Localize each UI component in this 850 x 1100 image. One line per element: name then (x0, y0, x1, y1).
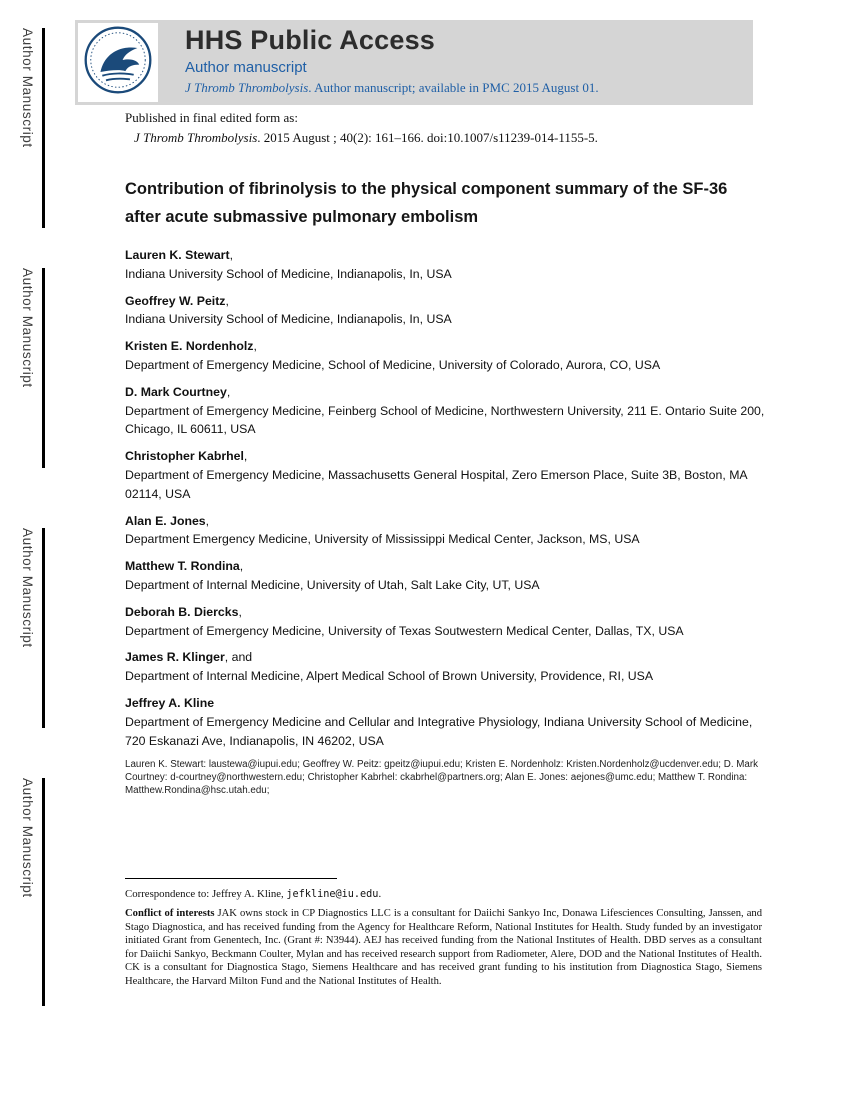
author-entry (125, 648, 765, 686)
author-entry (125, 694, 765, 750)
author-affiliation: Department of Emergency Medicine, Massachusetts General Hospital, Zero Emerson Place, Suite 3B, Boston, MA 02114, USA (125, 467, 747, 501)
hhs-subtitle: Author manuscript (185, 59, 307, 76)
author-affiliation: Department of Emergency Medicine, University of Texas Soutwestern Medical Center, Dallas, TX, USA (125, 623, 684, 638)
article-title: Contribution of fibrinolysis to the physical component summary of the SF-36 after acute submassive pulmonary embolism (125, 180, 728, 226)
watermark-bar (42, 528, 45, 728)
correspondence-line: Correspondence to: Jeffrey A. Kline, jefkline@iu.edu. (125, 888, 382, 900)
correspondence-email: jefkline@iu.edu (286, 889, 379, 900)
author-entry (125, 447, 765, 503)
author-entry (125, 337, 765, 375)
header-text (161, 20, 599, 105)
author-affiliation: Department of Emergency Medicine and Cellular and Integrative Physiology, Indiana University School of Medicine, 720 Eskanazi Ave, Indianapolis, IN 46202, USA (125, 714, 753, 748)
footnote-divider (125, 878, 337, 879)
citation-block (125, 108, 598, 148)
author-affiliation: Department of Internal Medicine, Alpert Medical School of Brown University, Providence, RI, USA (125, 669, 654, 684)
author-name: Geoffrey W. Peitz, (125, 293, 229, 308)
watermark-label: Author Manuscript (20, 778, 35, 898)
author-affiliation: Department of Emergency Medicine, Feinberg School of Medicine, Northwestern University, 211 E. Ontario Suite 200, Chicago, IL 60611, USA (125, 403, 765, 437)
citation-rest: . 2015 August ; 40(2): 161–166. doi:10.1007/s11239-014-1155-5. (257, 130, 598, 145)
author-name: D. Mark Courtney, (125, 384, 231, 399)
conflict-label: Conflict of interests (125, 908, 215, 919)
author-affiliation: Indiana University School of Medicine, Indianapolis, In, USA (125, 312, 452, 327)
author-emails: Lauren K. Stewart: laustewa@iupui.edu; Geoffrey W. Peitz: gpeitz@iupui.edu; Kristen E. Nordenholz: Kristen.Nordenholz@ucdenver.edu; D. Mark Courtney: d-courtney@northwestern.edu; Christopher Kabrhel: ckabrhel@partners.org; Alan E. Jones: aejones@umc.edu; Matthew T. Rondina: Matthew.Rondina@hsc.utah.edu; (125, 759, 759, 797)
watermark-label: Author Manuscript (20, 528, 35, 648)
watermark-label: Author Manuscript (20, 28, 35, 148)
author-name: Lauren K. Stewart, (125, 248, 233, 262)
author-affiliation: Indiana University School of Medicine, Indianapolis, In, USA (125, 266, 452, 281)
author-affiliation: Department of Internal Medicine, University of Utah, Salt Lake City, UT, USA (125, 577, 540, 592)
citation-prefix: Published in final edited form as: (125, 110, 298, 125)
sidebar-watermark (20, 778, 45, 1006)
author-entry (125, 512, 765, 550)
author-entry (125, 603, 765, 641)
header-journal-line (185, 80, 599, 96)
watermark-label: Author Manuscript (20, 268, 35, 388)
sidebar-watermark (20, 268, 45, 468)
author-name: Alan E. Jones, (125, 513, 210, 528)
author-name: Deborah B. Diercks, (125, 604, 242, 619)
sidebar-watermark (20, 528, 45, 728)
watermark-bar (42, 268, 45, 468)
conflict-of-interest: Conflict of interests JAK owns stock in CP Diagnostics LLC is a consultant for Daiichi Sankyo Inc, Donawa Lifesciences Consulting, Janssen, and Stago Diagnostica, and has received funding from the Agency for Healthcare Reform, National Institutes for Health. Study funded by an investigator initiated Grant from Genentech, Inc. (Grant #: N3944). AEJ has received funding from the National Institutes of Health. DBD serves as a consultant for Daiichi Sankyo, Beckmann Coulter, Mylan and has received research support from Radiometer, Alere, DOD and the National Institutes of Health. CK is a consultant for Diagnostica Stago, Siemens Healthcare and has received grant funding to his institution from Diagnostica Stago, Siemens Healthcare, the Harvard Milton Fund and the National Institutes of Health. (125, 908, 762, 987)
footnote-block (125, 878, 762, 989)
sidebar-watermark (20, 28, 45, 228)
hhs-eagle-logo-icon (82, 24, 154, 101)
author-entry (125, 292, 765, 330)
watermark-bar (42, 28, 45, 228)
author-affiliation: Department of Emergency Medicine, School of Medicine, University of Colorado, Aurora, CO, USA (125, 357, 661, 372)
author-name: Matthew T. Rondina, (125, 559, 244, 574)
hhs-logo-box (78, 23, 158, 102)
header-journal-name: J Thromb Thrombolysis (185, 80, 309, 95)
author-affiliation: Department Emergency Medicine, University of Mississippi Medical Center, Jackson, MS, USA (125, 532, 640, 547)
citation-line (125, 128, 598, 148)
author-entry (125, 246, 765, 284)
author-entry (125, 557, 765, 595)
hhs-header (75, 20, 753, 105)
author-name: James R. Klinger, and (125, 650, 253, 665)
watermark-bar (42, 778, 45, 1006)
author-entry (125, 383, 765, 439)
citation-journal-name: J Thromb Thrombolysis (134, 130, 258, 145)
author-name: Kristen E. Nordenholz, (125, 339, 257, 354)
hhs-title: HHS Public Access (185, 25, 435, 55)
author-list (125, 246, 765, 797)
header-journal-rest: . Author manuscript; available in PMC 2015 August 01. (308, 80, 599, 95)
author-name: Christopher Kabrhel, (125, 449, 248, 464)
author-name: Jeffrey A. Kline (125, 695, 215, 710)
